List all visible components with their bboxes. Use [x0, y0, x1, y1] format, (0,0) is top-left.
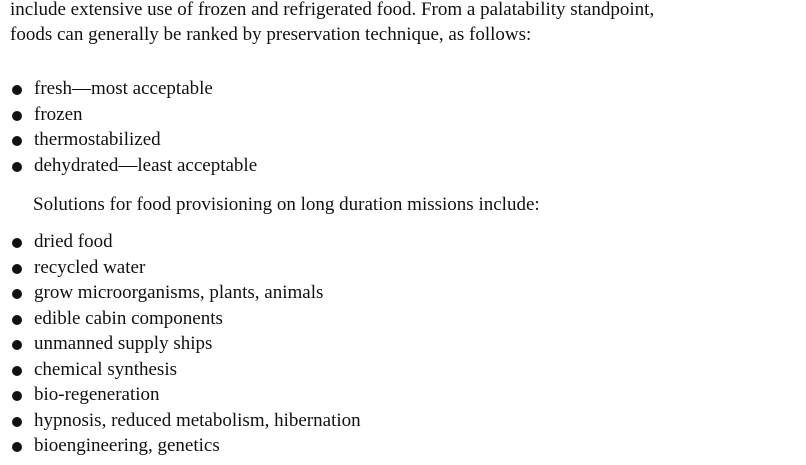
intro-line-2: foods can generally be ranked by preservation technique, as follows: — [10, 24, 532, 45]
bullet-icon — [12, 315, 22, 325]
list-item-text: hypnosis, reduced metabolism, hibernation — [34, 409, 361, 431]
bullet-icon — [12, 111, 22, 121]
list-item-text: edible cabin components — [34, 307, 223, 329]
bullet-icon — [12, 136, 22, 146]
list-item-text: dehydrated—least acceptable — [34, 154, 258, 176]
solutions-list — [10, 229, 361, 459]
list-item — [10, 280, 361, 306]
bullet-icon — [12, 442, 22, 452]
list-item-text: grow microorganisms, plants, animals — [34, 282, 324, 303]
intro-paragraph — [10, 0, 800, 47]
list-item — [10, 433, 361, 459]
solutions-intro: Solutions for food provisioning on long duration missions include: — [33, 194, 540, 215]
list-item-text: unmanned supply ships — [34, 333, 213, 354]
list-item — [10, 127, 257, 153]
intro-line-1: include extensive use of frozen and refrigerated food. From a palatability standpoint, — [10, 0, 655, 20]
list-item — [10, 229, 361, 255]
bullet-icon — [12, 162, 22, 172]
list-item-text: thermostabilized — [34, 129, 161, 150]
preservation-ranking-list — [10, 76, 257, 178]
list-item-text: dried food — [34, 231, 113, 252]
list-item — [10, 306, 361, 332]
list-item — [10, 255, 361, 281]
bullet-icon — [12, 289, 22, 299]
list-item — [10, 76, 257, 102]
list-item-text: frozen — [34, 103, 83, 125]
list-item-text: fresh—most acceptable — [34, 78, 213, 99]
list-item — [10, 153, 257, 179]
list-item — [10, 331, 361, 357]
list-item-text: bio-regeneration — [34, 384, 160, 405]
list-item-text: chemical synthesis — [34, 358, 177, 380]
list-item — [10, 382, 361, 408]
bullet-icon — [12, 417, 22, 427]
list-item-text: recycled water — [34, 256, 146, 278]
bullet-icon — [12, 264, 22, 274]
bullet-icon — [12, 366, 22, 376]
bullet-icon — [12, 340, 22, 350]
list-item — [10, 102, 257, 128]
list-item — [10, 408, 361, 434]
list-item-text: bioengineering, genetics — [34, 435, 220, 456]
bullet-icon — [12, 85, 22, 95]
bullet-icon — [12, 238, 22, 248]
bullet-icon — [12, 391, 22, 401]
list-item — [10, 357, 361, 383]
